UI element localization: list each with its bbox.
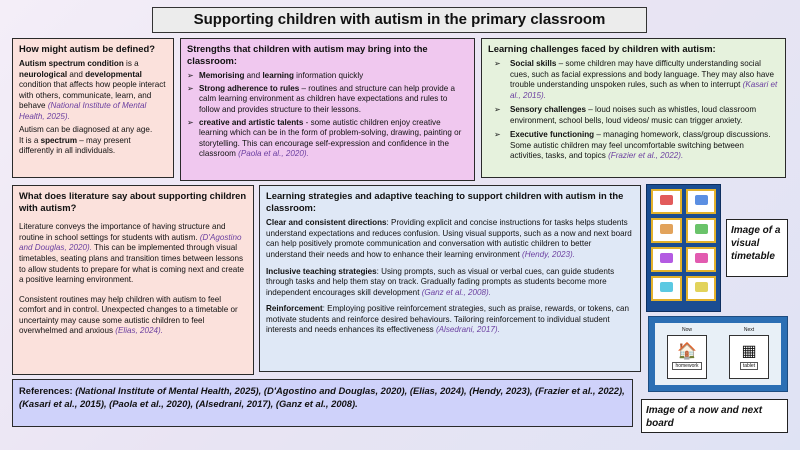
citation: (Ganz et al., 2008). (421, 287, 491, 297)
timetable-tile (686, 189, 717, 214)
literature-paragraph: Literature conveys the importance of having structure and routine in school settings for students with autism. (D'Agostino and Douglas, 2020). This can be implemented through visual timetables, seating plans and transition times between lessons to allow students to prepare for what is coming next and create a positive learning environment. (19, 222, 244, 285)
strategies-panel (259, 185, 641, 372)
list-item: ➢ Memorising and learning information quickly (187, 71, 468, 82)
challenges-panel (481, 38, 786, 178)
activity-picture-icon (660, 224, 673, 234)
activity-picture-icon (695, 224, 708, 234)
visual-timetable-image (646, 184, 721, 312)
next-column: Next ▦ tablet (721, 327, 777, 381)
timetable-tile (686, 218, 717, 243)
spectrum-text: It is a spectrum – may present differently in all individuals. (19, 135, 131, 156)
list-item: ➢ creative and artistic talents - some autistic children enjoy creative learning which can be in the form of problem-solving, drawing, painting or storytelling. This can encourage self-expression and confidence in the classroom (Paola et al., 2020). (187, 118, 468, 160)
strategies-heading: Learning strategies and adaptive teaching to support children with autism in the classroom: (266, 190, 624, 214)
list-item: ➢ Social skills – some children may have difficulty understanding social cues, such as facial expressions and body language. They may also have trouble understanding unspoken rules, such as when to interrupt (Kasari et al., 2015). (488, 59, 779, 101)
timetable-tile (651, 189, 682, 214)
definition-heading: How might autism be defined? (19, 43, 155, 54)
term-spectrum: spectrum (40, 135, 78, 145)
timetable-tile (651, 218, 682, 243)
strategy-paragraph: Clear and consistent directions: Providing explicit and concise instructions for tasks helps students understand expectations and reduces confusion. Using visual supports, such as a now and next board can help positively promote communication and conversation with autistic children to better understand their needs and how to enhance their learning environment (Hendy, 2023). (266, 218, 632, 259)
strategy-paragraph: Reinforcement: Employing positive reinforcement strategies, such as praise, rewards, or tokens, can motivate students and reinforce desired behaviours. Tailoring reinforcement to individual student interests and needs enhances its effectiveness (Alsedrani, 2017). (266, 304, 630, 335)
citation: (National Institute of Mental Health, 2025). (19, 101, 147, 121)
citation: (Kasari et al., 2015). (510, 80, 778, 100)
strengths-panel (180, 38, 475, 181)
challenges-heading: Learning challenges faced by children with autism: (488, 43, 716, 54)
strengths-heading: Strengths that children with autism may bring into the classroom: (187, 43, 428, 67)
list-item: ➢ Sensory challenges – loud noises such as whistles, loud classroom environment, school bells, loud videos/ music can trigger anxiety. (488, 105, 779, 126)
timetable-tile (651, 247, 682, 272)
citation: (Alsedrani, 2017). (435, 325, 500, 335)
timetable-tile (651, 276, 682, 301)
now-next-board-image (648, 316, 788, 392)
timetable-tile (686, 276, 717, 301)
strategy-paragraph: Inclusive teaching strategies: Using prompts, such as visual or verbal cues, can guide students through tasks and help them stay on track. Gradually fading prompts as students become more independent encourages skill development (Ganz et al., 2008). (266, 266, 615, 297)
literature-paragraph: Consistent routines may help children with autism to feel comfort and in control. Unexpected changes to a timetable or uncertainty may cause some autistic children to feel overwhelmed and anxious (Elias, 2024). (19, 294, 238, 336)
board-inner (655, 323, 781, 385)
citation: (D'Agostino and Douglas, 2020). (19, 232, 242, 253)
activity-picture-icon (695, 195, 708, 205)
now-next-caption: Image of a now and next board (641, 399, 788, 433)
timetable-tile (686, 247, 717, 272)
activity-picture-icon (695, 253, 708, 263)
literature-panel (12, 185, 254, 375)
tablet-icon: ▦ (741, 343, 757, 360)
now-column: Now 🏠 homework (659, 327, 715, 381)
activity-picture-icon (660, 253, 673, 263)
citation: (Hendy, 2023). (522, 249, 575, 259)
activity-picture-icon (695, 282, 708, 292)
citation: (Paola et al., 2020). (238, 149, 309, 159)
challenges-list (488, 59, 779, 162)
now-card: 🏠 homework (667, 335, 707, 379)
list-item: ➢ Executive functioning – managing homework, class/group discussions. Some autistic children may feel uncomfortable switching between activities, tasks, and topics (Frazier et al., 2022). (488, 130, 779, 162)
references-text: References: (National Institute of Mental Health, 2025), (D'Agostino and Douglas, 2020), (Elias, 2024), (Hendy, 2023), (Frazier et al., 2022), (Kasari et al., 2015), (Paola et al., 2020), (Alsedrani, 2017), (Ganz et al., 2008). (19, 385, 625, 410)
references-panel (12, 379, 633, 427)
page-title: Supporting children with autism in the primary classroom (152, 7, 647, 33)
timetable-grid (651, 189, 716, 301)
activity-picture-icon (660, 195, 673, 205)
strengths-list (187, 71, 468, 159)
term-neurological: neurological (19, 69, 68, 79)
term-developmental: developmental (85, 69, 142, 79)
activity-picture-icon (660, 282, 673, 292)
citation: (Frazier et al., 2022). (608, 151, 684, 161)
term-asc: Autism spectrum condition (19, 59, 124, 69)
definition-panel (12, 38, 174, 178)
next-card: ▦ tablet (729, 335, 769, 379)
diagnosis-text: Autism can be diagnosed at any age. (19, 125, 153, 135)
citation: (Elias, 2024). (115, 326, 163, 336)
literature-heading: What does literature say about supporting children with autism? (19, 190, 247, 214)
timetable-caption: Image of a visual timetable (726, 219, 788, 277)
homework-icon: 🏠 (677, 343, 697, 360)
list-item: ➢ Strong adherence to rules – routines and structure can help provide a calm learning environment as children have expectations and rules to follow and provides structure to their lessons. (187, 84, 468, 116)
definition-paragraph: Autism spectrum condition is a neurological and developmental condition that affects how people interact with others, communicate, learn, and behave (National Institute of Mental Health, 2025). (19, 59, 166, 121)
